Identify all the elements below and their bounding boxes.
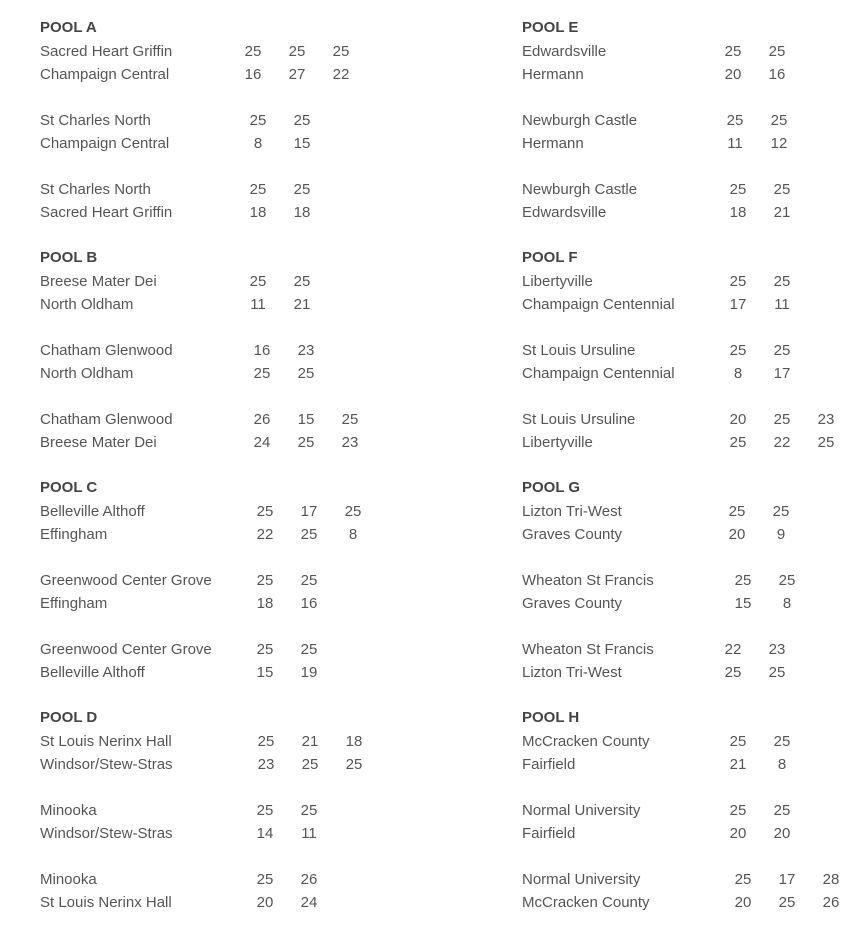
pool-section (522, 247, 852, 454)
team-name: Edwardsville (522, 204, 607, 221)
team-name: Wheaton St Francis (522, 641, 654, 658)
set-score: 25 (734, 572, 752, 589)
team-name: Effingham (40, 526, 108, 543)
team-name: St Louis Ursuline (522, 411, 636, 428)
match (40, 109, 460, 155)
set-score: 25 (772, 503, 790, 520)
set-score: 18 (256, 595, 274, 612)
right-column (522, 17, 852, 937)
set-score: 25 (729, 181, 747, 198)
set-score: 22 (332, 66, 350, 83)
set-score: 25 (778, 572, 796, 589)
set-score: 25 (332, 43, 350, 60)
set-score: 23 (297, 342, 315, 359)
set-score: 18 (729, 204, 747, 221)
set-score: 15 (293, 135, 311, 152)
set-score: 25 (726, 112, 744, 129)
set-score: 25 (301, 756, 319, 773)
set-score: 9 (776, 526, 786, 543)
set-score: 23 (768, 641, 786, 658)
match-row (40, 799, 460, 822)
set-score: 17 (773, 365, 791, 382)
set-score: 28 (822, 871, 840, 888)
set-score: 20 (773, 825, 791, 842)
match-row (522, 569, 852, 592)
match-row (522, 293, 852, 316)
match-row (40, 63, 460, 86)
set-score: 25 (773, 342, 791, 359)
match-row (40, 638, 460, 661)
match (40, 270, 460, 316)
set-score: 26 (822, 894, 840, 911)
match-row (40, 661, 460, 684)
set-score: 25 (253, 365, 271, 382)
set-score: 22 (724, 641, 742, 658)
set-score: 12 (770, 135, 788, 152)
set-score: 25 (297, 365, 315, 382)
set-score: 21 (293, 296, 311, 313)
match (522, 868, 852, 914)
match-row (40, 822, 460, 845)
set-score: 8 (777, 756, 787, 773)
set-score: 25 (768, 664, 786, 681)
match (522, 569, 852, 615)
set-score: 20 (724, 66, 742, 83)
pool-title: POOL E (522, 19, 579, 36)
team-name: Newburgh Castle (522, 112, 638, 129)
match-row (522, 362, 852, 385)
set-score: 25 (734, 871, 752, 888)
team-name: Chatham Glenwood (40, 342, 173, 359)
match-row (40, 178, 460, 201)
match-row (40, 132, 460, 155)
team-name: St Charles North (40, 181, 151, 198)
team-name: Breese Mater Dei (40, 273, 157, 290)
set-score: 25 (244, 43, 262, 60)
team-name: Champaign Centennial (522, 365, 675, 382)
team-name: Wheaton St Francis (522, 572, 654, 589)
set-score: 25 (297, 434, 315, 451)
match (522, 339, 852, 385)
match (40, 500, 460, 546)
set-score: 25 (288, 43, 306, 60)
set-score: 17 (300, 503, 318, 520)
set-score: 15 (297, 411, 315, 428)
set-score: 27 (288, 66, 306, 83)
match-row (522, 799, 852, 822)
set-score: 24 (300, 894, 318, 911)
set-score: 25 (344, 503, 362, 520)
set-score: 25 (724, 664, 742, 681)
set-score: 25 (249, 273, 267, 290)
set-score: 20 (734, 894, 752, 911)
set-score: 25 (300, 526, 318, 543)
team-name: Edwardsville (522, 43, 607, 60)
match-row (40, 868, 460, 891)
set-score: 20 (256, 894, 274, 911)
match-row (40, 891, 460, 914)
team-name: Graves County (522, 526, 623, 543)
team-name: Chatham Glenwood (40, 411, 173, 428)
team-name: Sacred Heart Griffin (40, 43, 173, 60)
match (40, 799, 460, 845)
set-score: 17 (729, 296, 747, 313)
match (40, 339, 460, 385)
set-score: 15 (734, 595, 752, 612)
team-name: Libertyville (522, 273, 593, 290)
team-name: St Louis Ursuline (522, 342, 636, 359)
team-name: St Louis Nerinx Hall (40, 894, 172, 911)
set-score: 25 (778, 894, 796, 911)
set-score: 19 (300, 664, 318, 681)
set-score: 8 (782, 595, 792, 612)
match-row (40, 362, 460, 385)
set-score: 26 (300, 871, 318, 888)
match (522, 178, 852, 224)
set-score: 11 (301, 825, 317, 842)
match-row (522, 270, 852, 293)
team-name: McCracken County (522, 894, 650, 911)
set-score: 23 (257, 756, 275, 773)
match (522, 500, 852, 546)
match-row (522, 178, 852, 201)
team-name: Belleville Althoff (40, 664, 145, 681)
set-score: 25 (773, 411, 791, 428)
match-row (522, 638, 852, 661)
match (522, 408, 852, 454)
match (40, 408, 460, 454)
set-score: 25 (728, 503, 746, 520)
match (40, 730, 460, 776)
team-name: Champaign Central (40, 66, 170, 83)
match-row (522, 891, 852, 914)
match-row (40, 730, 460, 753)
pool-section (522, 707, 852, 914)
match (40, 40, 460, 86)
team-name: St Louis Nerinx Hall (40, 733, 172, 750)
set-score: 14 (256, 825, 274, 842)
set-score: 25 (773, 273, 791, 290)
pool-title: POOL C (40, 479, 98, 496)
set-score: 25 (770, 112, 788, 129)
pool-title: POOL F (522, 249, 578, 266)
set-score: 25 (773, 802, 791, 819)
set-score: 25 (300, 802, 318, 819)
set-score: 18 (345, 733, 363, 750)
set-score: 18 (293, 204, 311, 221)
match-row (40, 408, 460, 431)
team-name: Windsor/Stew-Stras (40, 756, 173, 773)
set-score: 21 (729, 756, 747, 773)
set-score: 20 (728, 526, 746, 543)
match-row (40, 40, 460, 63)
set-score: 20 (729, 825, 747, 842)
match-row (522, 109, 852, 132)
set-score: 25 (300, 641, 318, 658)
set-score: 24 (253, 434, 271, 451)
match-row (40, 293, 460, 316)
set-score: 25 (773, 733, 791, 750)
match (522, 799, 852, 845)
set-score: 8 (348, 526, 358, 543)
team-name: Minooka (40, 802, 97, 819)
match-row (522, 132, 852, 155)
set-score: 25 (768, 43, 786, 60)
set-score: 16 (253, 342, 271, 359)
set-score: 16 (244, 66, 262, 83)
match (40, 178, 460, 224)
set-score: 26 (253, 411, 271, 428)
set-score: 22 (773, 434, 791, 451)
set-score: 15 (256, 664, 274, 681)
set-score: 23 (341, 434, 359, 451)
set-score: 25 (729, 733, 747, 750)
set-score: 25 (293, 112, 311, 129)
set-score: 11 (250, 296, 266, 313)
team-name: Windsor/Stew-Stras (40, 825, 173, 842)
team-name: North Oldham (40, 296, 134, 313)
team-name: McCracken County (522, 733, 650, 750)
set-score: 18 (249, 204, 267, 221)
match-row (40, 109, 460, 132)
match-row (522, 408, 852, 431)
pool-title: POOL A (40, 19, 97, 36)
set-score: 25 (817, 434, 835, 451)
set-score: 8 (253, 135, 263, 152)
match-row (40, 592, 460, 615)
team-name: Normal University (522, 802, 641, 819)
team-name: Libertyville (522, 434, 593, 451)
match-row (40, 500, 460, 523)
match-row (522, 753, 852, 776)
set-score: 21 (301, 733, 319, 750)
match (522, 270, 852, 316)
match-row (40, 201, 460, 224)
team-name: Lizton Tri-West (522, 664, 622, 681)
set-score: 25 (256, 802, 274, 819)
match-row (40, 523, 460, 546)
match (522, 40, 852, 86)
pool-section (40, 477, 460, 684)
pool-section (522, 17, 852, 224)
match-row (522, 822, 852, 845)
set-score: 25 (293, 273, 311, 290)
set-score: 25 (249, 112, 267, 129)
pool-section (40, 247, 460, 454)
set-score: 16 (300, 595, 318, 612)
set-score: 21 (773, 204, 791, 221)
set-score: 20 (729, 411, 747, 428)
match (40, 638, 460, 684)
team-name: Minooka (40, 871, 97, 888)
match-row (522, 592, 852, 615)
team-name: Breese Mater Dei (40, 434, 157, 451)
match-row (40, 431, 460, 454)
team-name: Fairfield (522, 756, 576, 773)
match-row (522, 868, 852, 891)
match-row (40, 270, 460, 293)
set-score: 8 (733, 365, 743, 382)
set-score: 25 (729, 342, 747, 359)
set-score: 25 (256, 641, 274, 658)
match-row (40, 339, 460, 362)
match-row (522, 40, 852, 63)
match-row (522, 201, 852, 224)
set-score: 16 (768, 66, 786, 83)
match (522, 109, 852, 155)
set-score: 22 (256, 526, 274, 543)
set-score: 25 (256, 572, 274, 589)
match-row (522, 339, 852, 362)
set-score: 25 (729, 802, 747, 819)
team-name: Graves County (522, 595, 623, 612)
pool-title: POOL D (40, 709, 98, 726)
set-score: 25 (256, 503, 274, 520)
team-name: Champaign Central (40, 135, 170, 152)
team-name: North Oldham (40, 365, 134, 382)
match-row (522, 523, 852, 546)
set-score: 25 (724, 43, 742, 60)
team-name: St Charles North (40, 112, 151, 129)
team-name: Sacred Heart Griffin (40, 204, 173, 221)
match (522, 730, 852, 776)
team-name: Belleville Althoff (40, 503, 145, 520)
pool-title: POOL B (40, 249, 98, 266)
pool-title: POOL G (522, 479, 581, 496)
set-score: 25 (249, 181, 267, 198)
match-row (522, 500, 852, 523)
pool-section (40, 17, 460, 224)
match-row (40, 569, 460, 592)
set-score: 25 (293, 181, 311, 198)
team-name: Champaign Centennial (522, 296, 675, 313)
pool-title: POOL H (522, 709, 580, 726)
team-name: Greenwood Center Grove (40, 572, 212, 589)
set-score: 25 (345, 756, 363, 773)
pool-section (40, 707, 460, 914)
set-score: 11 (727, 135, 743, 152)
team-name: Lizton Tri-West (522, 503, 622, 520)
set-score: 25 (729, 434, 747, 451)
match (522, 638, 852, 684)
match-row (522, 661, 852, 684)
set-score: 25 (300, 572, 318, 589)
pool-section (522, 477, 852, 684)
team-name: Hermann (522, 135, 584, 152)
set-score: 17 (778, 871, 796, 888)
set-score: 11 (774, 296, 790, 313)
set-score: 25 (256, 871, 274, 888)
match (40, 569, 460, 615)
set-score: 25 (773, 181, 791, 198)
match (40, 868, 460, 914)
set-score: 25 (729, 273, 747, 290)
team-name: Hermann (522, 66, 584, 83)
match-row (522, 431, 852, 454)
left-column (40, 17, 460, 937)
team-name: Fairfield (522, 825, 576, 842)
set-score: 25 (257, 733, 275, 750)
team-name: Effingham (40, 595, 108, 612)
match-row (522, 63, 852, 86)
set-score: 25 (341, 411, 359, 428)
team-name: Normal University (522, 871, 641, 888)
team-name: Greenwood Center Grove (40, 641, 212, 658)
match-row (40, 753, 460, 776)
set-score: 23 (817, 411, 835, 428)
team-name: Newburgh Castle (522, 181, 638, 198)
match-row (522, 730, 852, 753)
